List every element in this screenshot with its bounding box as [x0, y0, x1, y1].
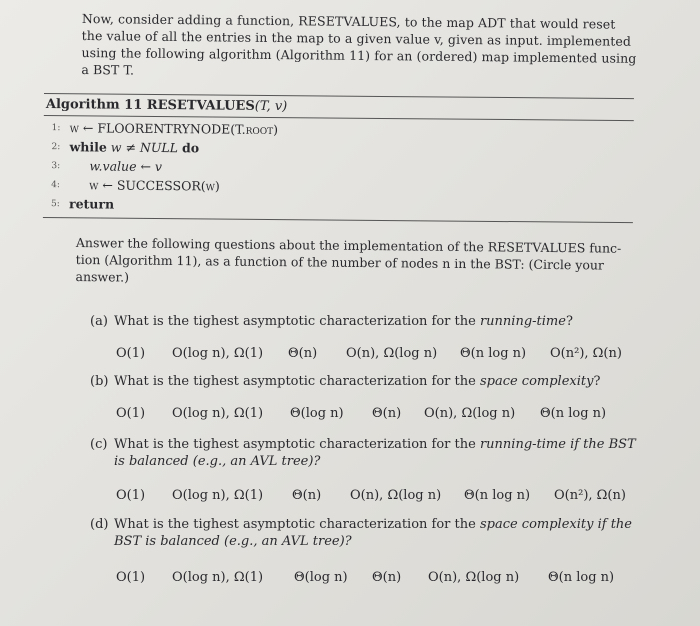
- algorithm-line: [43, 194, 633, 218]
- question-text-line2: is balanced (e.g., an AVL tree)?: [114, 454, 321, 469]
- answer-option[interactable]: Θ(log n): [294, 570, 348, 585]
- question-label: (a): [90, 314, 108, 329]
- answer-option[interactable]: O(n²), Ω(n): [550, 346, 622, 361]
- line-number: 4:: [51, 179, 61, 190]
- algorithm-bottom-rule: [43, 217, 633, 223]
- question-prompt: [75, 234, 636, 291]
- answer-option[interactable]: Θ(n): [292, 488, 322, 503]
- keyword: do: [181, 140, 200, 156]
- question-text: What is the tighest asymptotic characterization for the: [114, 517, 476, 532]
- intro-line: using the following algorithm (Algorithm 11) for an (ordered) map implemented using: [81, 44, 637, 66]
- answer-option[interactable]: O(n), Ω(log n): [424, 406, 516, 421]
- prompt-line: Answer the following questions about the implementation of the RESETVALUES func-: [75, 234, 622, 256]
- question-label: (c): [90, 437, 108, 452]
- question-a: [90, 314, 573, 329]
- algorithm-box: [43, 93, 634, 223]
- line-code: w ≠ NULL: [110, 139, 179, 156]
- intro-line: a BST T.: [81, 61, 135, 78]
- prompt-line: tion (Algorithm 11), as a function of the number of nodes n in the BST: (Circle your: [75, 251, 605, 273]
- answer-option[interactable]: O(1): [116, 346, 146, 361]
- line-number: 2:: [51, 141, 61, 152]
- algorithm-args: (T, v): [254, 98, 288, 115]
- question-emphasis: space complexity if the: [479, 517, 632, 532]
- answer-option[interactable]: O(log n), Ω(1): [172, 488, 264, 503]
- question-c: [90, 436, 636, 470]
- answer-option[interactable]: O(n), Ω(log n): [428, 570, 520, 585]
- question-emphasis: running-time if the BST: [479, 437, 636, 452]
- answer-option[interactable]: O(1): [116, 570, 146, 585]
- algorithm-name: RESETVALUES: [146, 97, 255, 114]
- prompt-line: answer.): [75, 268, 130, 285]
- line-code: w.value ← v: [89, 158, 163, 175]
- answer-option[interactable]: Θ(n log n): [460, 346, 527, 361]
- answer-option[interactable]: Θ(n): [288, 346, 318, 361]
- line-number: 5:: [50, 198, 60, 209]
- question-text-line2: BST is balanced (e.g., an AVL tree)?: [114, 534, 352, 549]
- answer-option[interactable]: O(n), Ω(log n): [346, 346, 438, 361]
- intro-line: Now, consider adding a function, RESETVALUES, to the map ADT that would reset: [81, 10, 616, 32]
- keyword: return: [68, 196, 115, 212]
- line-number: 3:: [51, 160, 61, 171]
- answer-option[interactable]: O(1): [116, 406, 146, 421]
- answer-option[interactable]: Θ(log n): [290, 406, 344, 421]
- algorithm-heading: Algorithm 11: [45, 97, 143, 113]
- keyword: while: [69, 139, 107, 155]
- answer-option[interactable]: O(log n), Ω(1): [172, 346, 264, 361]
- question-label: (d): [90, 517, 109, 532]
- answer-option[interactable]: O(n²), Ω(n): [554, 488, 626, 503]
- answer-option[interactable]: Θ(n): [372, 570, 402, 585]
- question-end: ?: [565, 314, 573, 329]
- answer-option[interactable]: O(log n), Ω(1): [172, 570, 264, 585]
- answer-option[interactable]: Θ(n log n): [464, 488, 531, 503]
- question-text: What is the tighest asymptotic characterization for the: [114, 374, 476, 389]
- answer-option[interactable]: O(n), Ω(log n): [350, 488, 442, 503]
- question-text: What is the tighest asymptotic characterization for the: [114, 437, 476, 452]
- answer-option[interactable]: O(log n), Ω(1): [172, 406, 264, 421]
- question-end: ?: [593, 374, 601, 389]
- line-code: w ← SUCCESSOR(w): [89, 177, 220, 194]
- question-d: [90, 516, 632, 550]
- answer-option[interactable]: Θ(n): [372, 406, 402, 421]
- line-number: 1:: [51, 122, 61, 133]
- question-text: What is the tighest asymptotic characterization for the: [114, 314, 476, 329]
- answer-option[interactable]: Θ(n log n): [548, 570, 615, 585]
- question-emphasis: running-time: [479, 314, 566, 329]
- question-emphasis: space complexity: [479, 374, 594, 389]
- answer-option[interactable]: O(1): [116, 488, 146, 503]
- answer-option[interactable]: Θ(n log n): [540, 406, 607, 421]
- question-b: [90, 374, 600, 389]
- question-label: (b): [90, 374, 109, 389]
- intro-paragraph: [81, 10, 642, 84]
- intro-line: the value of all the entries in the map to a given value v, given as input. implemented: [81, 27, 632, 49]
- line-code: w ← FLOORENTRYNODE(T.root): [69, 120, 279, 138]
